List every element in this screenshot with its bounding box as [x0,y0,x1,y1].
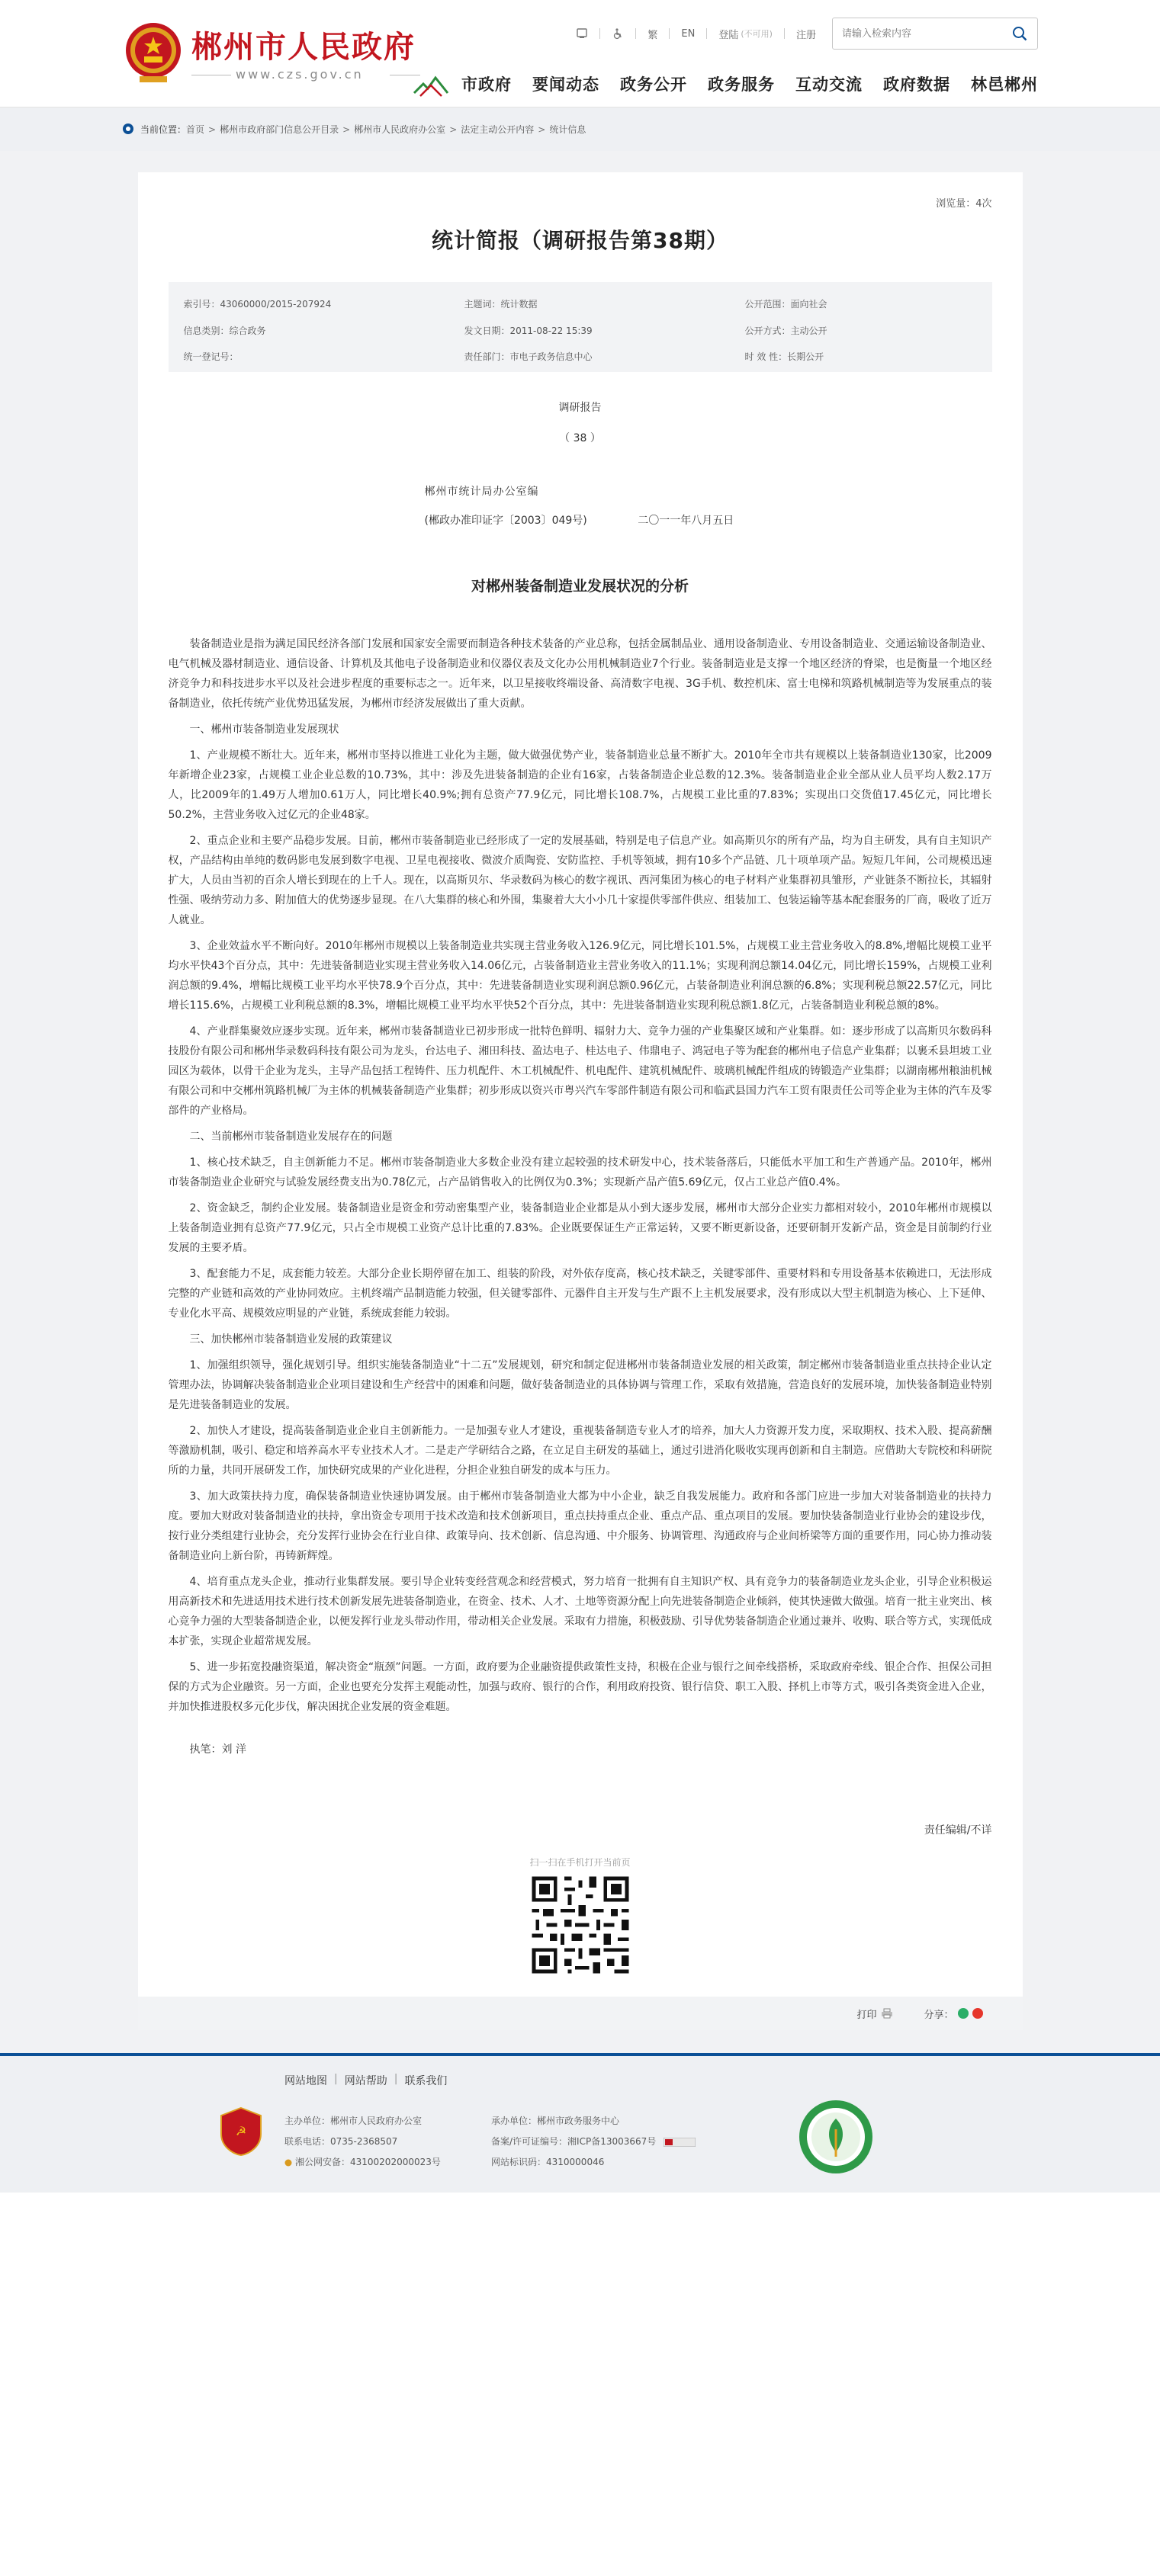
author: 执笔：刘 洋 [189,1744,246,1756]
footer-icp-text: 备案/许可证编号：湘ICP备13003667号 [491,2136,657,2147]
nav-government-data[interactable]: 政府数据 [883,75,950,94]
topbar-divider [784,28,785,39]
search-box [832,18,1038,50]
qr-code-block [504,1856,657,1980]
nav-decoration-icon [413,70,449,98]
report-type: 调研报告 [558,402,602,414]
footer-info-right [491,2111,696,2173]
footer-links [284,2073,447,2088]
nav-public-affairs[interactable]: 政务公开 [620,75,687,94]
login-label: 登陆 [718,29,739,41]
printer-icon [881,2008,893,2019]
section-heading: 二、当前郴州市装备制造业发展存在的问题 [189,1131,393,1143]
footer-operator: 承办单位：郴州市政务服务中心 [491,2116,620,2126]
breadcrumb-separator: > [538,124,546,135]
report-date: 二〇一一年八月五日 [638,515,734,527]
police-badge-icon [284,2159,292,2167]
search-input[interactable] [842,28,1008,40]
footer-link-sitemap[interactable]: 网站地图 [284,2075,327,2087]
meta-validity: 时 效 性：长期公开 [744,351,824,363]
permit-number: (郴政办准印证字〔2003〕049号) [424,515,587,527]
topbar-divider [599,28,600,39]
meta-scope: 公开范围：面向社会 [744,299,827,310]
english-link[interactable]: EN [681,27,696,40]
meta-index-no: 索引号：43060000/2015-207924 [183,299,332,310]
share-label: 分享： [924,2009,954,2021]
nav-interaction[interactable]: 互动交流 [795,75,863,94]
article-meta-table [169,282,992,372]
meta-method: 公开方式：主动公开 [744,325,827,336]
nav-news[interactable]: 要闻动态 [532,75,599,94]
site-header [0,0,1160,107]
search-icon [1012,26,1027,41]
breadcrumb-catalog[interactable]: 郴州市政府部门信息公开目录 [220,124,339,135]
paragraph: 1、产业规模不断壮大。近年来，郴州市坚持以推进工业化为主题，做大做强优势产业，装备制造业总量不断扩大。2010年全市共有规模以上装备制造业130家，比2009年新增企业23家，占规模工业企业总数的10.73%，其中：涉及先进装备制造的企业有16家，占装备制造企业总数的12.3%。装备制造业企业全部从业人员平均人数2.17万人，比2009年的1.49万人增加0.61万人，同比增长40.9%;拥有总资产77.9亿元，同比增长108.7%，占规模工业比重的7.83%；实现出口交货值17.45亿元，同比增长50.2%，主营业务收入过亿元的企业48家。 [168,749,992,821]
paragraph: 1、加强组织领导，强化规划引导。组织实施装备制造业“十二五”发展规划，研究和制定促进郴州市装备制造业发展的相关政策，制定郴州市装备制造业重点扶持企业认定管理办法，协调解决装备制造业企业项目建设和生产经营中的困难和问题，做好装备制造业的具体协调与管理工作，采取有效措施，营造良好的发展环境，加快装备制造业特别是先进装备制造业的发展。 [168,1359,992,1411]
meta-category: 信息类别：综合政务 [183,325,266,336]
party-government-badge-icon[interactable] [220,2106,262,2157]
paragraph: 3、配套能力不足，成套能力较差。大部分企业长期停留在加工、组装的阶段，对外依存度高，核心技术缺乏，关键零部件、重要材料和专用设备基本依赖进口，无法形成完整的产业链和高效的产业协同效应。主机终端产品制造能力较强，但关键零部件、元器件自主开发与生产跟不上主机发展要求，没有形成以大型主机制造为核心、上下延伸、专业化水平高、规模效应明显的产业链，系统成套能力较弱。 [168,1268,992,1320]
location-pin-icon [122,123,134,136]
footer-link-divider: | [334,2073,338,2085]
footer-police-text: 湘公网安备：43100202000023号 [295,2157,441,2167]
accessibility-icon [576,27,588,40]
meta-unified-no: 统一登记号： [183,351,239,363]
breadcrumb-separator: > [449,124,458,135]
traditional-chinese-link[interactable]: 繁 [647,29,658,41]
login-link[interactable] [718,27,773,41]
paragraph: 装备制造业是指为满足国民经济各部门发展和国家安全需要而制造各种技术装备的产业总称，包括金属制品业、通用设备制造业、专用设备制造业、交通运输设备制造业、电气机械及器材制造业、通信设备、计算机及其他电子设备制造业和仪器仪表及文化办公用机械制造业7个行业。装备制造业是支撑一个地区经济的脊梁，也是衡量一个地区经济竞争力和科技进步水平以及社会进步程度的重要标志之一。近年来，以卫星接收终端设备、高清数字电视、3G手机、数控机床、富士电梯和筑路机械制造等为发展重点的装备制造业，依托传统产业优势迅猛发展，为郴州市经济发展做出了重大贡献。 [168,638,992,710]
article-body [169,398,992,1840]
breadcrumb-statistics[interactable]: 统计信息 [549,124,586,135]
wheelchair-icon [612,27,624,40]
accessibility-button[interactable] [576,27,588,40]
footer-link-divider: | [394,2073,398,2085]
compiler: 郴州市统计局办公室编 [424,486,539,498]
paragraph: 2、资金缺乏，制约企业发展。装备制造业是资金和劳动密集型产业，装备制造业企业都是从小到大逐步发展，郴州市大部分企业实力都相对较小，2010年郴州市规模以上装备制造业拥有总资产77.9亿元，只占全市规模工业资产总计比重的7.83%。企业既要保证生产正常运转，又要不断更新设备，还要研制开发新产品，资金是目前制约行业发展的主要矛盾。 [168,1202,992,1254]
footer-icp[interactable] [491,2132,696,2152]
qr-caption: 扫一扫在手机打开当前页 [529,1857,631,1868]
site-url: www.czs.gov.cn [236,67,364,82]
breadcrumb-label: 当前位置： [140,124,187,135]
view-count: 浏览量：4次 [936,198,992,210]
breadcrumb-office[interactable]: 郴州市人民政府办公室 [354,124,446,135]
topbar-divider [706,28,707,39]
paragraph: 4、产业群集聚效应逐步实现。近年来，郴州市装备制造业已初步形成一批特色鲜明、辐射力大、竞争力强的产业集聚区域和产业集群。如：逐步形成了以高斯贝尔数码科技股份有限公司和郴州华录数码科技有限公司为龙头，台达电子、湘田科技、盈达电子、桂达电子、伟鼎电子、鸿冠电子等为配套的郴州电子信息产业集群；以裹禾县坦坡工业园区为载体，以骨干企业为龙头，主导产品包括工程铸件、压力机配件、木工机械配件、机电配件、建筑机械配件、玻璃机械配件组成的铸锻造产业集群；以湖南郴州粮油机械有限公司和中交郴州筑路机械厂为主体的机械装备制造产业集群；初步形成以资兴市粤兴汽车零部件制造有限公司和临武县国力汽车工贸有限责任公司等企业为主体的汽车及零部件的产业格局。 [168,1025,992,1117]
site-footer [0,2053,1160,2193]
qr-code-icon [529,1873,632,1977]
footer-link-help[interactable]: 网站帮助 [344,2075,387,2087]
paragraph: 1、核心技术缺乏，自主创新能力不足。郴州市装备制造业大多数企业没有建立起较强的技术研发中心，技术装备落后，只能低水平加工和生产普通产品。2010年，郴州市装备制造业企业研究与试验发展经费支出为0.78亿元，占产品销售收入的比例仅为0.3%；实现新产品产值5.69亿元，仅占工业总产值0.4%。 [168,1156,992,1189]
footer-link-contact[interactable]: 联系我们 [404,2075,448,2087]
footer-sponsor: 主办单位：郴州市人民政府办公室 [284,2116,423,2126]
nav-city-government[interactable]: 市政府 [461,75,512,94]
footer-info-left [284,2111,441,2173]
site-name: 郴州市人民政府 [191,29,416,65]
meta-publish-date: 发文日期：2011-08-22 15:39 [464,325,593,336]
paragraph: 2、加快人才建设，提高装备制造业企业自主创新能力。一是加强专业人才建设，重视装备制造专业人才的培养，加大人力资源开发力度，采取期权、技术入股、提高薪酬等激励机制，吸引、稳定和培养高水平专业技术人才。二是走产学研结合之路，在立足自主研发的基础上，通过引进消化吸收实现再创新和自主制造。应借助大专院校和科研院所的力量，共同开展研发工作，加快研究成果的产业化进程，分担企业独自研发的成本与压力。 [168,1425,992,1477]
cnnic-badge-icon [664,2138,696,2147]
footer-police-record[interactable] [284,2152,441,2173]
section-heading: 一、郴州市装备制造业发展现状 [189,723,339,736]
responsible-editor: 责任编辑/不详 [924,1824,992,1837]
section-heading: 三、加快郴州市装备制造业发展的政策建议 [189,1333,393,1346]
breadcrumb-home[interactable]: 首页 [186,124,205,135]
article-actions [138,1997,1023,2030]
breadcrumb [0,107,1160,151]
print-label: 打印 [856,2009,877,2021]
footer-site-code: 网站标识码：4310000046 [491,2157,605,2167]
share-group [924,2007,982,2021]
svg-text:☭: ☭ [235,2124,247,2138]
issue-number: （ 38 ） [559,432,601,444]
meta-topic: 主题词：统计数据 [464,299,538,310]
page-background [0,151,1160,2053]
paragraph: 4、培育重点龙头企业，推动行业集群发展。要引导企业转变经营观念和经营模式，努力培育一批拥有自主知识产权、具有竞争力的装备制造业龙头企业，引导企业积极运用高新技术和先进适用技术进行技术创新发展先进装备制造业，在资金、技术、人才、土地等资源分配上向先进装备制造企业倾斜，使其快速做大做强。培育一批主业突出、核心竞争力强的大型装备制造企业，以便发挥行业龙头带动作用，带动相关企业发展。采取有力措施，积极鼓励、引导优势装备制造企业通过兼并、收购、联合等方式，实现低成本扩张，实现企业超常规发展。 [168,1576,992,1647]
elder-mode-button[interactable] [612,27,624,40]
footer-phone: 联系电话：0735-2368507 [284,2136,398,2147]
search-button[interactable] [1008,22,1031,45]
breadcrumb-statutory[interactable]: 法定主动公开内容 [461,124,535,135]
topbar-divider [635,28,636,39]
breadcrumb-separator: > [342,124,351,135]
national-emblem-icon [124,20,182,84]
paragraph: 3、企业效益水平不断向好。2010年郴州市规模以上装备制造业共实现主营业务收入126.9亿元，同比增长101.5%，占规模工业主营业务收入的8.8%,增幅比规模工业平均水平快43个百分点，其中：先进装备制造业实现主营业务收入14.06亿元，占装备制造业主营业务收入的11.1%；实现利润总额14.04亿元，同比增长159%，占规模工业利润总额的9.4%，增幅比规模工业平均水平快78.9个百分点，其中：先进装备制造业实现利润总额0.96亿元，占装备制造业利润总额的6.8%；实现利税总额22.57亿元，同比增长115.6%，占规模工业利税总额的8.3%，增幅比规模工业平均水平快52个百分点，其中：先进装备制造业实现利税总额1.8亿元，占装备制造业利税总额的8%。 [168,940,992,1012]
article-title: 统计简报（调研报告第38期） [432,228,728,253]
top-toolbar [569,20,1038,47]
nav-services[interactable]: 政务服务 [708,75,775,94]
breadcrumb-separator: > [208,124,217,135]
wechat-share-icon[interactable] [958,2008,969,2019]
nav-linyi-chenzhou[interactable]: 林邑郴州 [971,75,1038,94]
article-container [138,172,1023,2030]
register-link[interactable]: 注册 [795,29,816,41]
print-button[interactable] [856,2007,893,2021]
paragraph: 3、加大政策扶持力度，确保装备制造业快速协调发展。由于郴州市装备制造业大都为中小企业，缺乏自我发展能力。政府和各部门应进一步加大对装备制造业的扶持力度。要加大财政对装备制造业的扶持，拿出资金专项用于技术改造和技术创新项目，重点扶持重点企业、重点产品、重点项目的发展。要加快装备制造业行业协会的建设步伐，按行业分类组建行业协会，充分发挥行业协会在行业自律、政策导向、技术创新、信息沟通、中介服务、协调管理、沟通政府与企业间桥梁等方面的重要作用，同心协力推动装备制造业向上新台阶，再铸新辉煌。 [168,1490,992,1562]
paragraph: 5、进一步拓宽投融资渠道，解决资金“瓶颈”问题。一方面，政府要为企业融资提供政策性支持，积极在企业与银行之间牵线搭桥，采取政府牵线、银企合作、担保公司担保的方式为企业融资。另一方面，企业也要充分发挥主观能动性，加强与政府、银行的合作，利用政府投资、银行信贷、职工入股、择机上市等方式，吸引各类资金进入企业，并加快推进股权多元化步伐，解决困扰企业发展的资金难题。 [168,1661,992,1713]
paragraph: 2、重点企业和主要产品稳步发展。目前，郴州市装备制造业已经形成了一定的发展基础，特别是电子信息产业。如高斯贝尔的所有产品，均为自主研发，具有自主知识产权，产品结构由单纯的数码影电发展到数字电视、卫星电视接收、微波介质陶瓷、安防监控、手机等领域，拥有10多个产品链、几十项单项产品。短短几年间，公司规模迅速扩大，人员由当初的百余人增长到现在的上千人。现在，以高斯贝尔、华录数码为核心的数字视讯、西河集团为核心的电子材料产业集群初具雏形，产业链条不断拉长，其辐射性强、吸纳劳动力多、附加值大的优势逐步显现。在八大集群的核心和外围，集聚着大大小小几十家提供零部件供应、组装加工、包装运输等基本配套服务的厂商，吸收了近万人就业。 [168,835,992,926]
main-nav [413,69,1038,99]
article-heading: 对郴州装备制造业发展状况的分析 [471,578,689,595]
topbar-divider [669,28,670,39]
site-logo[interactable] [124,17,429,93]
meta-department: 责任部门：市电子政务信息中心 [464,351,593,363]
permit-line [169,511,992,531]
weibo-share-icon[interactable] [972,2008,983,2019]
government-website-cert-icon[interactable] [798,2099,874,2175]
login-note: (不可用) [741,29,773,39]
